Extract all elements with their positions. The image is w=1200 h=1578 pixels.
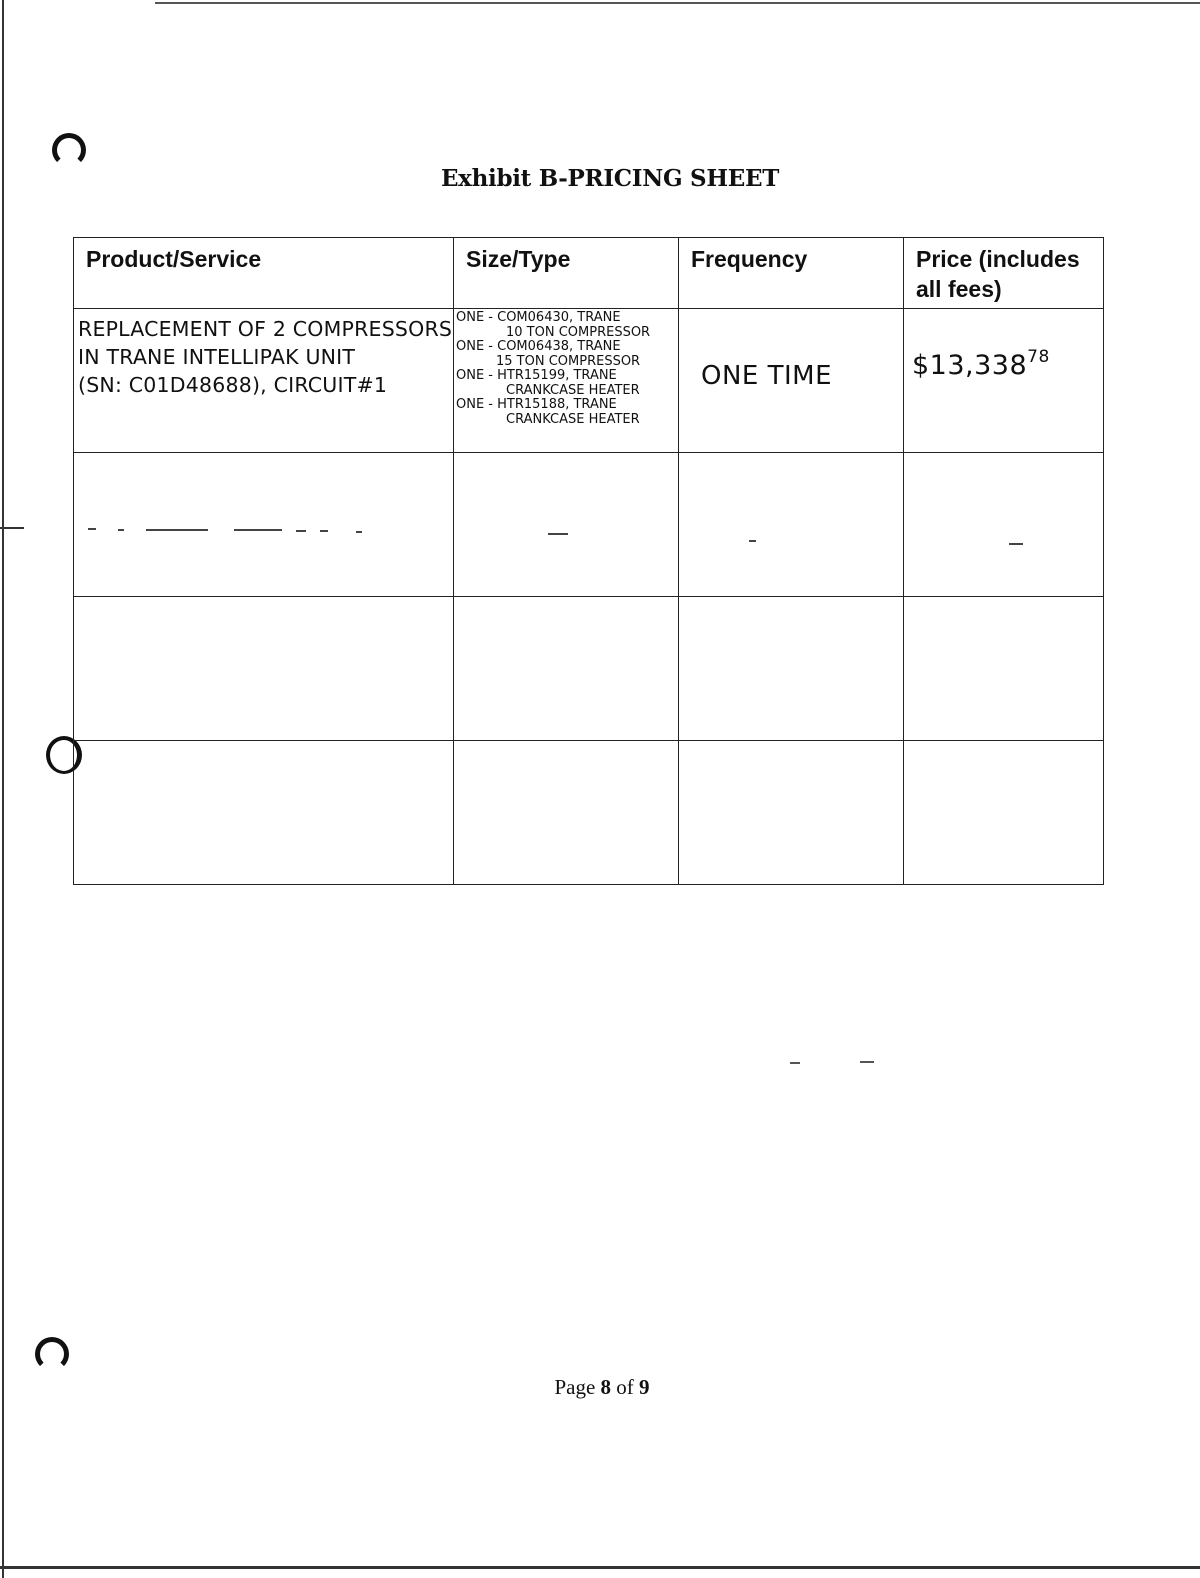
- header-product-service: Product/Service: [74, 238, 454, 309]
- size-type-line: ONE - HTR15199, TRANE: [456, 368, 617, 383]
- size-type-line: CRANKCASE HEATER: [506, 411, 640, 427]
- size-type-line: CRANKCASE HEATER: [506, 382, 640, 398]
- cell-size-type: [454, 309, 679, 453]
- cell-empty: [454, 741, 679, 885]
- price-value: [904, 309, 1103, 381]
- frequency-value: ONE TIME: [701, 361, 833, 391]
- pricing-table: [73, 237, 1104, 885]
- scan-edge-left: [2, 0, 4, 1578]
- cell-empty: [74, 453, 454, 597]
- dash-mark: [356, 531, 362, 533]
- table-row-empty: [74, 741, 1104, 885]
- product-line: REPLACEMENT OF 2 COMPRESSORS: [78, 317, 453, 341]
- table-row: [74, 309, 1104, 453]
- cell-frequency: [679, 309, 904, 453]
- price-main: $13,338: [912, 350, 1028, 381]
- dash-mark: [118, 529, 124, 531]
- stray-mark: [790, 1062, 800, 1064]
- dash-mark: [1009, 543, 1023, 545]
- product-line: (SN: C01D48688), CIRCUIT#1: [78, 373, 388, 397]
- header-price: Price (includes all fees): [904, 238, 1104, 309]
- cell-empty: [904, 741, 1104, 885]
- cell-empty: [454, 597, 679, 741]
- page-footer: [0, 1375, 1200, 1400]
- dash-mark: [234, 529, 282, 531]
- cell-product-service: [74, 309, 454, 453]
- scan-edge-mark: [0, 527, 24, 529]
- scan-edge-bottom: [0, 1566, 1200, 1569]
- table-row-empty: [74, 453, 1104, 597]
- dash-mark: [320, 530, 328, 532]
- size-type-line: ONE - COM06438, TRANE: [456, 339, 621, 354]
- stray-mark: [860, 1061, 874, 1063]
- size-type-line: 15 TON COMPRESSOR: [496, 353, 641, 369]
- price-cents: 78: [1027, 347, 1050, 367]
- footer-prefix: Page: [554, 1375, 596, 1399]
- cell-price: [904, 309, 1104, 453]
- table-header-row: [74, 238, 1104, 309]
- cell-empty: [904, 453, 1104, 597]
- cell-empty: [74, 597, 454, 741]
- scan-edge-top: [155, 2, 1200, 4]
- header-frequency: Frequency: [679, 238, 904, 309]
- cell-empty: [679, 453, 904, 597]
- page-title: Exhibit B-PRICING SHEET: [440, 165, 780, 192]
- dash-mark: [146, 529, 208, 531]
- dash-mark: [88, 528, 96, 530]
- cell-empty: [454, 453, 679, 597]
- cell-empty: [74, 741, 454, 885]
- size-type-line: 10 TON COMPRESSOR: [506, 324, 651, 340]
- header-size-type: Size/Type: [454, 238, 679, 309]
- cell-empty: [904, 597, 1104, 741]
- footer-total-pages: 9: [639, 1375, 650, 1399]
- cell-empty: [679, 597, 904, 741]
- footer-separator: of: [616, 1375, 634, 1399]
- binder-hole-icon: [35, 1337, 69, 1371]
- size-type-line: ONE - COM06430, TRANE: [456, 310, 621, 325]
- table-row-empty: [74, 597, 1104, 741]
- dash-mark: [296, 530, 306, 532]
- footer-current-page: 8: [600, 1375, 612, 1399]
- size-type-line: ONE - HTR15188, TRANE: [456, 397, 617, 412]
- dash-mark: [548, 533, 568, 535]
- product-line: IN TRANE INTELLIPAK UNIT: [78, 345, 356, 369]
- dash-mark: [749, 540, 756, 542]
- binder-hole-icon: [52, 133, 86, 167]
- cell-empty: [679, 741, 904, 885]
